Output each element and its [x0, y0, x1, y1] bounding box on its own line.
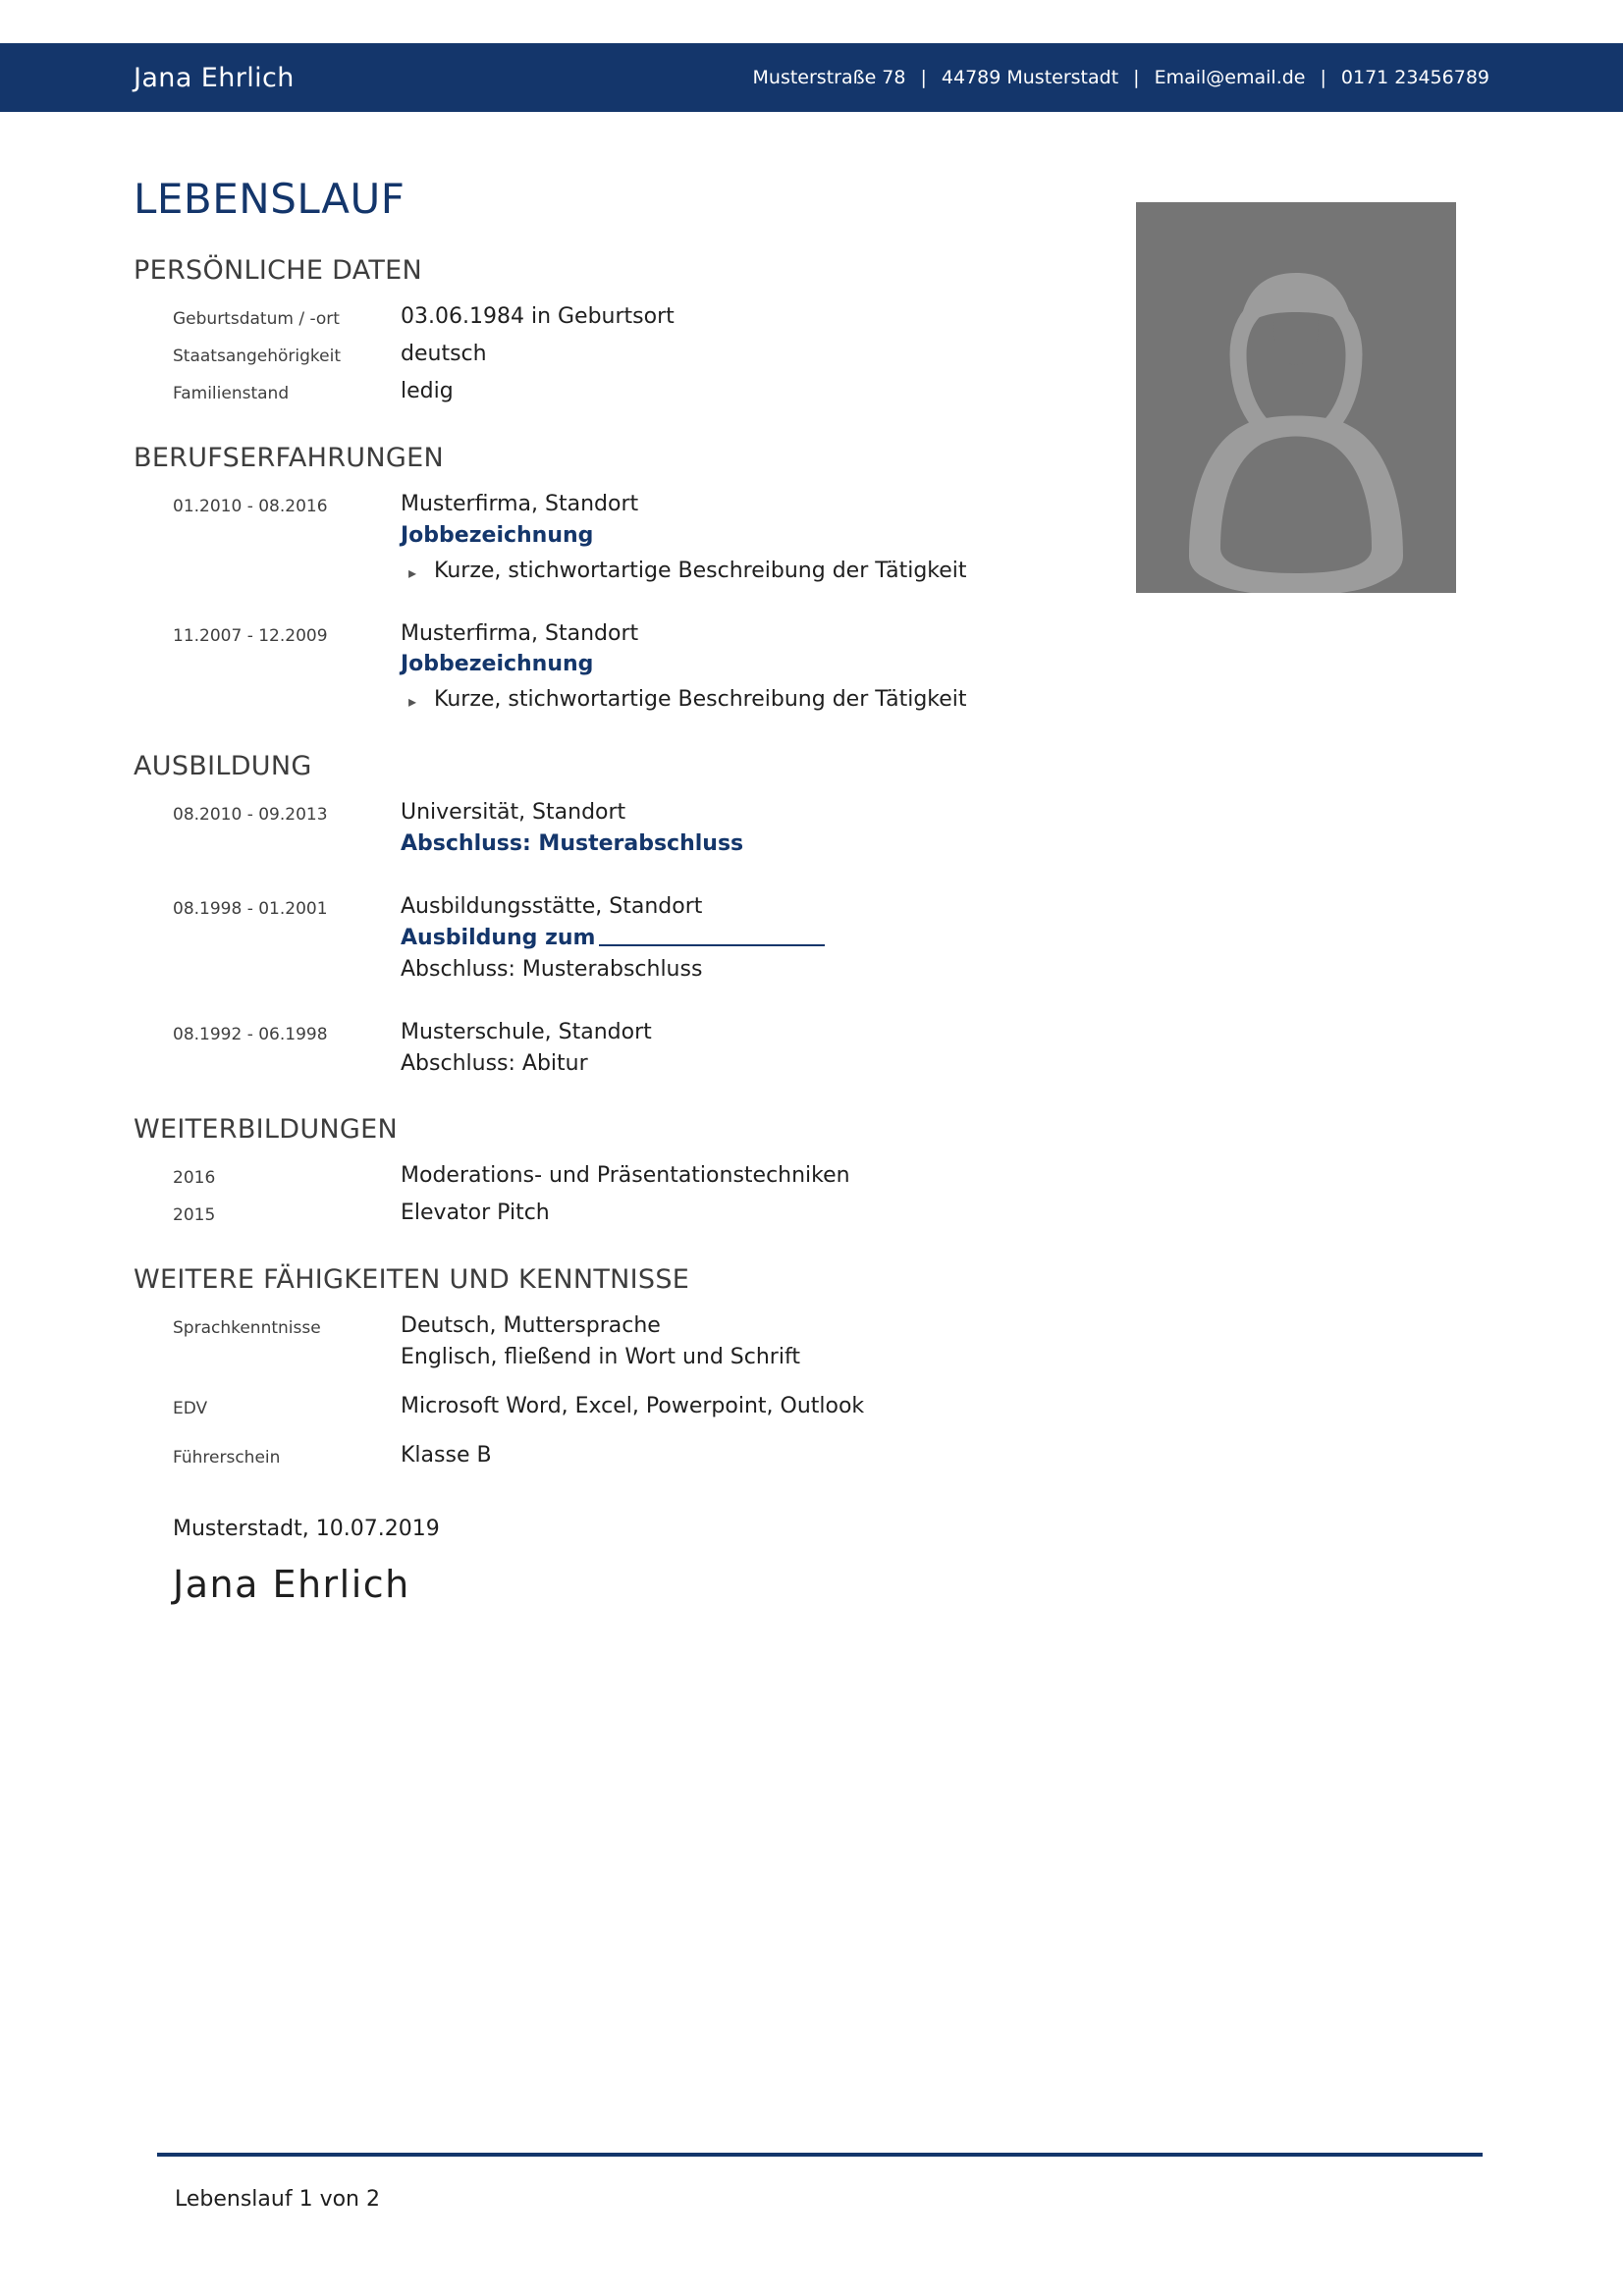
header-contact [753, 67, 1489, 88]
spacer [134, 991, 1488, 1017]
spacer [134, 866, 1488, 891]
header-separator: | [1320, 67, 1326, 88]
spacer [134, 1379, 1488, 1391]
resume-content [134, 177, 1488, 1606]
experience-period: 11.2007 - 12.2009 [173, 625, 328, 646]
education-period: 08.1998 - 01.2001 [173, 898, 328, 919]
experience-body [401, 618, 1488, 717]
spacer [134, 1428, 1488, 1440]
section-heading-experience: BERUFSERFAHRUNGEN [134, 442, 444, 473]
page-title: LEBENSLAUF [134, 175, 406, 223]
section-heading-skills: WEITERE FÄHIGKEITEN UND KENNTNISSE [134, 1264, 690, 1296]
skills-line: Microsoft Word, Excel, Powerpoint, Outlook [401, 1394, 865, 1418]
education-degree-text: Ausbildung zum [401, 925, 596, 950]
training-entry [134, 1160, 1488, 1192]
skills-body [401, 1310, 1488, 1373]
bullet-icon: ▸ [408, 692, 417, 712]
experience-bullet [401, 684, 1488, 716]
personal-label: Geburtsdatum / -ort [173, 309, 340, 330]
education-body [401, 891, 1488, 986]
personal-row [134, 376, 1488, 407]
training-title: Moderations- und Präsentationstechniken [401, 1163, 850, 1189]
education-extra: Abschluss: Musterabschluss [401, 956, 703, 982]
skills-body [401, 1391, 1488, 1422]
skills-label: Führerschein [173, 1447, 281, 1468]
skills-label: EDV [173, 1399, 208, 1418]
footer-divider [157, 2153, 1483, 2157]
skills-line: Englisch, fließend in Wort und Schrift [401, 1345, 800, 1370]
header-name: Jana Ehrlich [134, 62, 295, 93]
experience-entry [134, 489, 1488, 587]
education-degree [401, 923, 1488, 954]
place-and-date: Musterstadt, 10.07.2019 [173, 1516, 440, 1541]
experience-entry [134, 618, 1488, 717]
education-institution: Ausbildungsstätte, Standort [401, 893, 703, 919]
experience-body [401, 489, 1488, 587]
experience-company: Musterfirma, Standort [401, 491, 639, 516]
training-period: 2016 [173, 1168, 216, 1189]
section-heading-training: WEITERBILDUNGEN [134, 1114, 398, 1146]
skills-entry [134, 1391, 1488, 1422]
header-city: 44789 Musterstadt [941, 67, 1119, 88]
skills-body [401, 1440, 1488, 1471]
header-email: Email@email.de [1154, 67, 1306, 88]
training-title: Elevator Pitch [401, 1201, 550, 1226]
education-entry [134, 797, 1488, 860]
personal-value: deutsch [401, 342, 487, 367]
signature-name: Jana Ehrlich [173, 1562, 410, 1606]
personal-row [134, 339, 1488, 370]
skills-entry [134, 1310, 1488, 1373]
bullet-icon: ▸ [408, 562, 417, 582]
education-period: 08.2010 - 09.2013 [173, 805, 328, 826]
section-heading-personal: PERSÖNLICHE DATEN [134, 255, 423, 287]
education-institution: Universität, Standort [401, 800, 626, 826]
education-body [401, 797, 1488, 860]
personal-value: 03.06.1984 in Geburtsort [401, 304, 675, 330]
education-degree: Abschluss: Musterabschluss [401, 831, 744, 857]
education-institution: Musterschule, Standort [401, 1019, 652, 1044]
skills-entry [134, 1440, 1488, 1471]
education-period: 08.1992 - 06.1998 [173, 1024, 328, 1044]
header-bar [0, 43, 1623, 112]
section-heading-education: AUSBILDUNG [134, 751, 312, 782]
skills-line: Deutsch, Muttersprache [401, 1313, 661, 1339]
experience-bullet-text: Kurze, stichwortartige Beschreibung der Tätigkeit [434, 687, 967, 713]
training-entry [134, 1198, 1488, 1229]
education-entry [134, 891, 1488, 986]
experience-bullet-text: Kurze, stichwortartige Beschreibung der Tätigkeit [434, 558, 967, 583]
header-separator: | [920, 67, 927, 88]
personal-row [134, 301, 1488, 333]
personal-label: Familienstand [173, 383, 290, 403]
experience-bullet [401, 556, 1488, 587]
education-entry [134, 1017, 1488, 1080]
training-period: 2015 [173, 1205, 216, 1226]
footer-text: Lebenslauf 1 von 2 [175, 2187, 380, 2212]
skills-line: Klasse B [401, 1442, 492, 1468]
header-phone: 0171 23456789 [1340, 67, 1489, 88]
personal-label: Staatsangehörigkeit [173, 347, 342, 367]
education-body [401, 1017, 1488, 1080]
header-address: Musterstraße 78 [752, 67, 906, 88]
personal-value: ledig [401, 378, 454, 403]
experience-job-title: Jobbezeichnung [401, 522, 594, 548]
experience-company: Musterfirma, Standort [401, 620, 639, 646]
spacer [134, 593, 1488, 618]
header-separator: | [1133, 67, 1140, 88]
experience-period: 01.2010 - 08.2016 [173, 496, 328, 516]
skills-label: Sprachkenntnisse [173, 1318, 321, 1339]
education-extra: Abschluss: Abitur [401, 1050, 588, 1076]
experience-job-title: Jobbezeichnung [401, 652, 594, 677]
fill-in-blank [599, 931, 825, 946]
